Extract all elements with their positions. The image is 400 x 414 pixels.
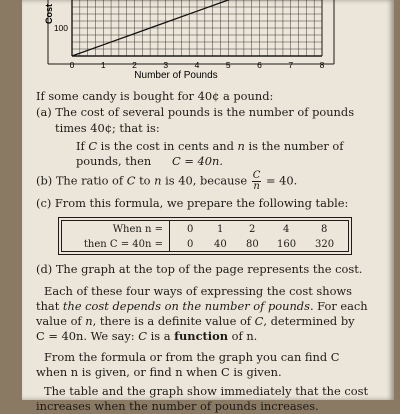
part-c-label: (c) [36,196,52,210]
x-tick-6: 6 [257,60,262,70]
para1-line4-c: C [138,329,147,343]
para1-line3-post: , determined by [263,314,355,328]
fraction-denominator: n [253,181,260,192]
table-n-1: 1 [217,224,224,235]
para1-line4-mid: is a [146,329,175,343]
x-tick-0: 0 [69,60,75,70]
part-b-to: to [135,173,155,188]
table-row-left: then C = 40n = [83,239,163,250]
para1-line2-pre: that [36,299,63,313]
table-c-0: 0 [187,239,194,250]
table-c-4: 320 [315,239,335,250]
function-term: function [174,329,228,343]
part-b-n: n [154,173,162,188]
x-tick-2: 2 [132,60,137,70]
table-head-left: When n = [112,224,163,235]
table-c-2: 80 [246,239,259,250]
para1-line4 [36,329,257,344]
part-a-line2: times 40¢; that is: [55,121,160,135]
x-tick-7: 7 [288,60,294,70]
part-a-label: (a) [36,105,52,119]
var-n: n [237,139,245,153]
x-tick-4: 4 [194,60,200,70]
part-a-line4: pounds, then [76,154,152,168]
para1-line4-pre: C = 40n. We say: [36,329,139,343]
intro-line: If some candy is bought for 40¢ a pound: [36,89,274,103]
part-a-line3-mid: is the cost in cents and [97,139,238,153]
x-tick-labels [70,60,325,70]
x-tick-1: 1 [100,60,106,70]
y-tick-labels [54,23,68,33]
para1-line2-ital: the cost depends on the number of pounds [62,299,310,313]
y-tick-100: 100 [53,23,68,33]
part-b-c: C [126,173,136,188]
part-a-text1: The cost of several pounds is the number of pounds [55,105,355,119]
part-d-text: The graph at the top of the page represents the cost. [55,262,363,276]
part-a-line3-post: is the number of [244,139,344,153]
table-n-4: 8 [321,224,328,235]
part-b-eq: = 40. [266,173,298,188]
para1-line4-post: of n. [228,329,258,343]
para1-line3-n: n [85,314,93,328]
part-c-line [36,196,348,211]
para1-line3-mid: , there is a definite value of [92,314,255,328]
table-n-3: 4 [283,224,290,235]
x-tick-5: 5 [225,60,231,70]
part-d-label: (d) [36,262,53,276]
y-axis-label: Cost [44,4,54,24]
part-c-text: From this formula, we prepare the following table: [54,196,349,210]
para2-line1: From the formula or from the graph you can find C [44,350,340,364]
part-b-label: (b) [36,173,53,188]
table-c-1: 40 [214,239,227,250]
values-table [58,217,352,255]
fraction-numerator: C [252,170,261,181]
para3-line2: increases when the number of pounds increases. [36,399,319,413]
cost-graph [22,0,394,90]
para1-line3-c: C [254,314,264,328]
graph-grid [72,0,322,56]
x-axis-label: Number of Pounds [134,70,218,81]
para3-line1: The table and the graph show immediately that the cost [44,384,369,398]
table-n-0: 0 [187,224,194,235]
part-a-line3-pre: If [76,139,89,153]
formula-c-40n: C = 40n. [172,154,223,168]
var-c: C [88,139,98,153]
para1-line2 [36,299,368,314]
part-a-line3 [76,139,344,154]
para1-line3 [36,314,355,329]
ratio-fraction [252,171,262,192]
x-tick-3: 3 [163,60,169,70]
para2-line2: when n is given, or find n when C is given. [36,365,282,379]
part-a-line1 [36,105,354,120]
graph-axes [48,0,334,64]
part-b-post: is 40, because [161,173,248,188]
part-d-line [36,262,362,277]
para1-line3-pre: value of [36,314,86,328]
part-b-pre: The ratio of [55,173,127,188]
table-n-2: 2 [249,224,256,235]
table-c-3: 160 [277,239,297,250]
para1-line2-post: . For each [309,299,368,313]
para1-line1: Each of these four ways of expressing the cost shows [44,284,353,298]
table-divider [169,220,170,252]
x-tick-8: 8 [319,60,325,70]
part-b-line [36,171,297,192]
textbook-page [22,0,394,413]
